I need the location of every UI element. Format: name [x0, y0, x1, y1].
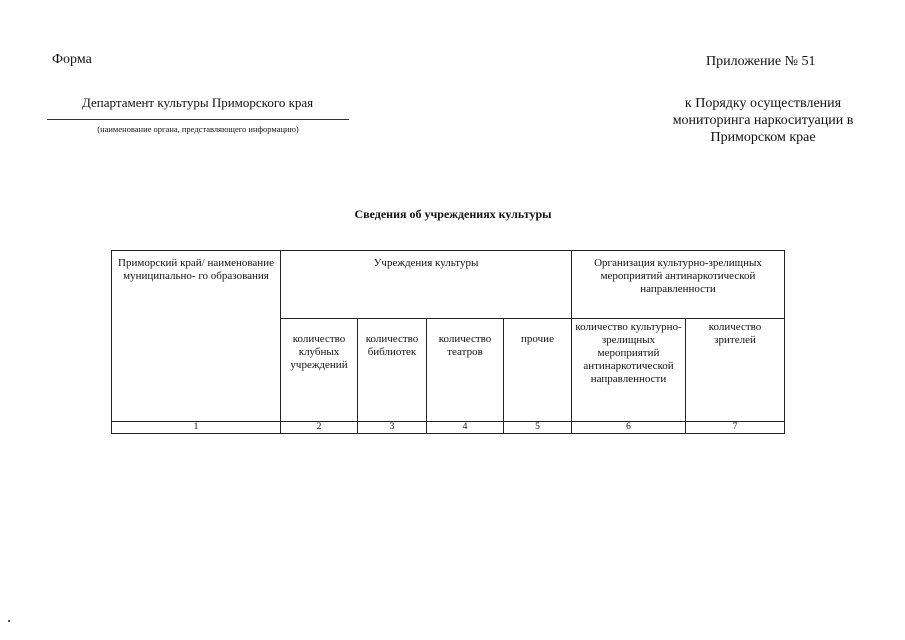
subheader-other — [504, 319, 572, 422]
department-caption: (наименование органа, представляющего информацию) — [97, 124, 299, 134]
subheader-spectators-text: количество зрителей — [708, 321, 762, 346]
subheader-events-text: количество культурно- зрелищных мероприятий антинаркотической направленности — [575, 321, 682, 385]
column-number-5: 5 — [504, 422, 572, 434]
subheader-libraries — [358, 319, 427, 422]
order-line-2: мониторинга наркоситуации в — [672, 113, 854, 128]
subheader-theaters — [427, 319, 504, 422]
subheader-other-text: прочие — [521, 333, 554, 345]
culture-institutions-group-header — [281, 251, 572, 319]
group2-header-text: Организация культурно-зрелищных мероприятий антинаркотической направленности — [594, 257, 762, 295]
order-reference — [660, 95, 866, 146]
department-name: Департамент культуры Приморского края — [82, 95, 314, 110]
region-header-text: Приморский край/ наименование муниципально- го образования — [118, 257, 274, 282]
subheader-libraries-text: количество библиотек — [365, 333, 419, 358]
events-group-header — [572, 251, 785, 319]
department-underline — [47, 119, 349, 120]
appendix-number: Приложение № 51 — [706, 54, 816, 69]
column-number-6: 6 — [572, 422, 686, 434]
column-number-1: 1 — [112, 422, 281, 434]
table-header-row — [112, 251, 785, 319]
subheader-theaters-text: количество театров — [438, 333, 492, 358]
subheader-events — [572, 319, 686, 422]
group1-header-text: Учреждения культуры — [373, 257, 479, 269]
column-numbers-row — [112, 422, 785, 434]
subheader-clubs-text: количество клубных учреждений — [290, 333, 348, 371]
subheader-spectators — [686, 319, 785, 422]
column-number-7: 7 — [686, 422, 785, 434]
culture-institutions-table — [111, 250, 785, 434]
subheader-clubs — [281, 319, 358, 422]
order-line-1: к Порядку осуществления — [684, 96, 842, 111]
table-title: Сведения об учреждениях культуры — [354, 207, 552, 221]
column-number-2: 2 — [281, 422, 358, 434]
order-line-3: Приморском крае — [710, 130, 816, 145]
column-number-4: 4 — [427, 422, 504, 434]
scan-speck — [8, 620, 10, 622]
form-label: Форма — [52, 52, 92, 67]
region-header-cell — [112, 251, 281, 422]
column-number-3: 3 — [358, 422, 427, 434]
